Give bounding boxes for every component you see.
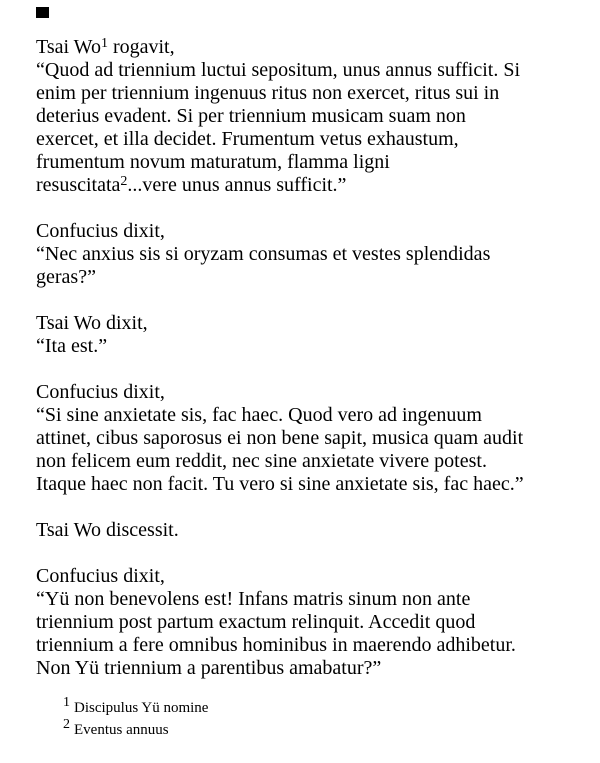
text-line: Tsai Wo dixit, [36,312,148,334]
text-line: deterius evadent. Si per triennium musicam suam non [36,105,466,127]
paragraph-tsai-wo-reply [36,312,576,358]
text-line: non felicem eum reddit, nec sine anxietate vivere potest. [36,450,487,472]
text-segment: ...vere unus annus sufficit.” [127,174,347,196]
text-line: attinet, cibus saporosus ei non bene sapit, musica quam audit [36,427,524,449]
text-segment: rogavit, [107,36,175,58]
corner-marker [36,7,49,18]
text-line: Tsai Wo discessit. [36,519,179,541]
footnote-ref-1: 1 [100,36,108,51]
text-line: triennium a fere omnibus hominibus in maerendo adhibetur. [36,634,516,656]
text-line: “Nec anxius sis si oryzam consumas et vestes splendidas [36,243,491,265]
text-line: “Si sine anxietate sis, fac haec. Quod vero ad ingenuum [36,404,482,426]
footnote-2-number: 2 [63,717,70,732]
text-line: geras?” [36,266,96,288]
text-line: Confucius dixit, [36,220,165,242]
footnote-2-text: Eventus annuus [74,722,169,738]
text-line [36,174,576,197]
text-line: “Quod ad triennium luctui sepositum, unus annus sufficit. Si [36,59,521,81]
paragraph-tsai-wo-question [36,36,576,197]
paragraph-tsai-wo-departs [36,519,576,542]
text-block [36,36,576,703]
paragraph-confucius-reply-2 [36,381,576,496]
text-line: Itaque haec non facit. Tu vero si sine anxietate sis, fac haec.” [36,473,524,495]
paragraph-confucius-reply-1 [36,220,576,289]
text-line: Non Yü triennium a parentibus amabatur?” [36,657,382,679]
text-line: exercet, et illa decidet. Frumentum vetus exhaustum, [36,128,459,150]
footnote-1-number: 1 [63,695,70,710]
text-line: frumentum novum maturatum, flamma ligni [36,151,390,173]
footnote-1 [63,697,208,719]
footnote-ref-2: 2 [120,174,128,189]
speaker-name: Tsai Wo [36,36,101,58]
text-line: Confucius dixit, [36,381,165,403]
text-line: “Ita est.” [36,335,108,357]
footnote-1-text: Discipulus Yü nomine [74,700,209,716]
text-line: Confucius dixit, [36,565,165,587]
text-line [36,36,576,59]
footnote-2 [63,719,208,741]
text-segment: resuscitata [36,174,121,196]
footnotes [63,697,208,741]
text-line: enim per triennium ingenuus ritus non exercet, ritus sui in [36,82,500,104]
text-line: “Yü non benevolens est! Infans matris sinum non ante [36,588,471,610]
text-line: triennium post partum exactum relinquit. Accedit quod [36,611,476,633]
paragraph-confucius-closing [36,565,576,680]
